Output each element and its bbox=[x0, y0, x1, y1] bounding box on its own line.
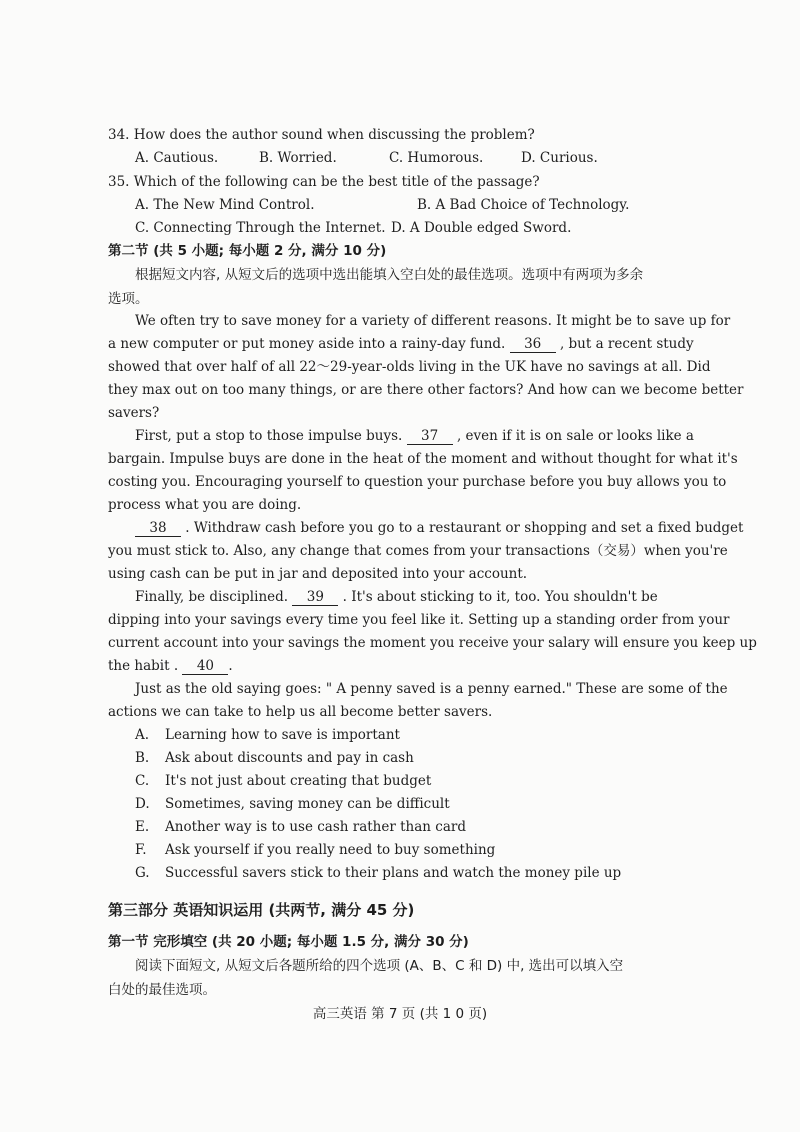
q35-option-b: B. A Bad Choice of Technology. bbox=[417, 197, 630, 213]
choice-letter: B. bbox=[135, 750, 150, 766]
choice-letter: E. bbox=[135, 819, 150, 835]
passage-p1-line4: they max out on too many things, or are there other factors? And how can we become better bbox=[108, 382, 744, 398]
section2-heading: 第二节 (共 5 小题; 每小题 2 分, 满分 10 分) bbox=[108, 243, 387, 259]
choice-item bbox=[135, 749, 414, 767]
passage-p2-line4: process what you are doing. bbox=[108, 497, 302, 513]
section2-instruction-line1: 根据短文内容, 从短文后的选项中选出能填入空白处的最佳选项。选项中有两项为多余 bbox=[135, 267, 644, 283]
blank-39: 39 bbox=[292, 590, 338, 606]
choice-letter: A. bbox=[135, 727, 150, 743]
passage-text: Finally, be disciplined. bbox=[135, 589, 289, 605]
blank-37: 37 bbox=[407, 429, 453, 445]
section2-instruction-line2: 选项。 bbox=[108, 291, 149, 307]
choice-item bbox=[135, 818, 466, 836]
q34-option-c: C. Humorous. bbox=[389, 150, 484, 166]
passage-p4-line4 bbox=[108, 657, 233, 675]
passage-text: . Withdraw cash before you go to a restaurant or shopping and set a fixed budget bbox=[185, 520, 744, 536]
choice-text: It's not just about creating that budget bbox=[165, 773, 432, 789]
passage-text: , even if it is on sale or looks like a bbox=[456, 428, 694, 444]
part3-instruction-line2: 白处的最佳选项。 bbox=[108, 982, 216, 998]
choice-text: Learning how to save is important bbox=[165, 727, 400, 743]
passage-p4-line1 bbox=[135, 588, 658, 606]
choice-letter: G. bbox=[135, 865, 150, 881]
choice-text: Ask about discounts and pay in cash bbox=[165, 750, 414, 766]
q34-option-a: A. Cautious. bbox=[135, 150, 219, 166]
passage-p3-line1 bbox=[135, 519, 743, 537]
passage-text: . bbox=[228, 658, 233, 674]
q35-stem: 35. Which of the following can be the best title of the passage? bbox=[108, 174, 540, 190]
choice-letter: F. bbox=[135, 842, 147, 858]
passage-p5-line2: actions we can take to help us all become better savers. bbox=[108, 704, 493, 720]
passage-p2-line3: costing you. Encouraging yourself to question your purchase before you buy allows you to bbox=[108, 474, 727, 490]
part3-heading: 第三部分 英语知识运用 (共两节, 满分 45 分) bbox=[108, 901, 415, 919]
passage-p3-line2: you must stick to. Also, any change that comes from your transactions（交易）when you're bbox=[108, 543, 728, 559]
choice-letter: C. bbox=[135, 773, 150, 789]
passage-text: First, put a stop to those impulse buys. bbox=[135, 428, 403, 444]
passage-p4-line2: dipping into your savings every time you feel like it. Setting up a standing order from your bbox=[108, 612, 730, 628]
passage-p5-line1: Just as the old saying goes: " A penny saved is a penny earned." These are some of the bbox=[135, 681, 728, 697]
passage-p1-line5: savers? bbox=[108, 405, 160, 421]
blank-38: 38 bbox=[135, 521, 181, 537]
choice-letter: D. bbox=[135, 796, 150, 812]
part3-instruction-line1: 阅读下面短文, 从短文后各题所给的四个选项 (A、B、C 和 D) 中, 选出可以填入空 bbox=[135, 958, 624, 974]
choice-item bbox=[135, 795, 450, 813]
q35-option-d: D. A Double edged Sword. bbox=[391, 220, 572, 236]
part3-section1-heading: 第一节 完形填空 (共 20 小题; 每小题 1.5 分, 满分 30 分) bbox=[108, 934, 469, 950]
q34-stem: 34. How does the author sound when discussing the problem? bbox=[108, 127, 535, 143]
choice-item bbox=[135, 841, 495, 859]
q34-option-b: B. Worried. bbox=[259, 150, 337, 166]
choice-text: Sometimes, saving money can be difficult bbox=[165, 796, 450, 812]
passage-p2-line2: bargain. Impulse buys are done in the heat of the moment and without thought for what it's bbox=[108, 451, 738, 467]
passage-p1-line3: showed that over half of all 22～29-year-olds living in the UK have no savings at all. Did bbox=[108, 359, 711, 375]
passage-p3-line3: using cash can be put in jar and deposited into your account. bbox=[108, 566, 528, 582]
choice-text: Ask yourself if you really need to buy something bbox=[165, 842, 496, 858]
page-footer: 高三英语 第 7 页 (共 1 0 页) bbox=[312, 1006, 488, 1022]
q35-option-c: C. Connecting Through the Internet. bbox=[135, 220, 386, 236]
passage-p4-line3: current account into your savings the moment you receive your salary will ensure you keep up bbox=[108, 635, 757, 651]
passage-text: a new computer or put money aside into a rainy-day fund. bbox=[108, 336, 506, 352]
choice-item bbox=[135, 864, 621, 882]
passage-p1-line2 bbox=[108, 335, 694, 353]
passage-text: , but a recent study bbox=[559, 336, 694, 352]
choice-text: Successful savers stick to their plans and watch the money pile up bbox=[165, 865, 622, 881]
choice-item bbox=[135, 726, 400, 744]
passage-text: . It's about sticking to it, too. You shouldn't be bbox=[342, 589, 658, 605]
q35-option-a: A. The New Mind Control. bbox=[135, 197, 315, 213]
blank-40: 40 bbox=[182, 659, 228, 675]
blank-36: 36 bbox=[510, 337, 556, 353]
choice-text: Another way is to use cash rather than card bbox=[165, 819, 466, 835]
passage-p1-line1: We often try to save money for a variety of different reasons. It might be to save up for bbox=[135, 313, 731, 329]
choice-item bbox=[135, 772, 431, 790]
passage-text: the habit . bbox=[108, 658, 179, 674]
q34-option-d: D. Curious. bbox=[521, 150, 598, 166]
passage-p2-line1 bbox=[135, 427, 694, 445]
